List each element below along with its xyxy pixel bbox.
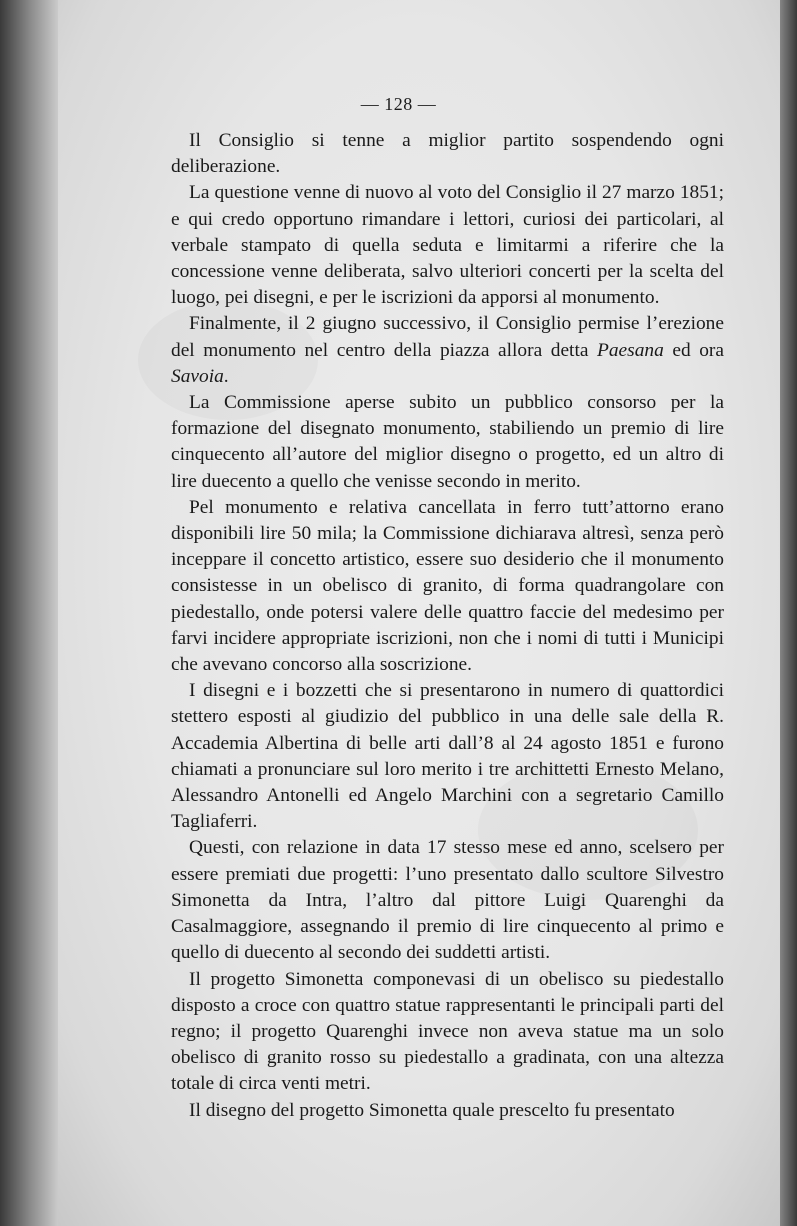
place-name-italic: Savoia [171,365,224,387]
paragraph: Il progetto Simonetta componevasi di un obelisco su piedestallo disposto a croce con quattro statue rappresentanti le principali parti del regno; il progetto Quarenghi invece non aveva statue ma un solo obelisco di granito rosso su piedestallo a gradinata, con una altezza totale di circa venti metri. [171,968,724,1095]
paragraph-text: . [223,365,229,387]
paragraph: Il disegno del progetto Simonetta quale prescelto fu presentato [189,1099,675,1121]
page-number: — 128 — [360,94,437,114]
paragraph: Questi, con relazione in data 17 stesso mese ed anno, scelsero per essere premiati due progetti: l’uno presentato dallo scultore Silvestro Simonetta da Intra, l’altro dal pittore Luigi Quarenghi da Casalmaggiore, assegnando il premio di lire cinquecento al primo e quello di duecento al secondo dei suddetti artisti. [171,837,724,964]
paragraph-text: ed ora [663,339,724,361]
body-text [171,128,724,1124]
paragraph: I disegni e i bozzetti che si presentarono in numero di quattordici stettero esposti al giudizio del pubblico in una delle sale della R. Accademia Albertina di belle arti dall’8 al 24 agosto 1851 e furono chiamati a pronunciare sul loro merito i tre archittetti Ernesto Melano, Alessandro Antonelli ed Angelo Marchini con a segretario Camillo Tagliaferri. [171,680,724,833]
place-name-italic: Paesana [597,339,664,361]
paragraph: La Commissione aperse subito un pubblico consorso per la formazione del disegnato monumento, stabiliendo un premio di lire cinquecento all’autore del miglior disegno o progetto, ed un altro di lire duecento a quello che venisse secondo in merito. [171,392,724,492]
paragraph: Il Consiglio si tenne a miglior partito sospendendo ogni deliberazione. [171,130,724,178]
paragraph-text: Finalmente, il 2 giugno successivo, il Consiglio permise l’erezione del monumento nel centro della piazza allora detta [171,313,724,361]
paragraph: La questione venne di nuovo al voto del Consiglio il 27 marzo 1851; e qui credo opportuno rimandare i lettori, curiosi dei particolari, al verbale stampato di quella seduta e limitarmi a riferire che la concessione venne deliberata, salvo ulteriori concerti per la scelta del luogo, pei disegni, e per le iscrizioni da apporsi al monumento. [171,182,724,309]
paragraph [171,311,724,390]
paragraph: Pel monumento e relativa cancellata in ferro tutt’attorno erano disponibili lire 50 mila; la Commissione dichiarava altresì, senza però inceppare il concetto artistico, essere suo desiderio che il monumento consistesse in un obelisco di granito, di forma quadrangolare con piedestallo, onde potersi valere delle quattro faccie del medesimo per farvi incidere appropriate iscrizioni, non che i nomi di tutti i Municipi che avevano concorso alla soscrizione. [171,496,724,676]
